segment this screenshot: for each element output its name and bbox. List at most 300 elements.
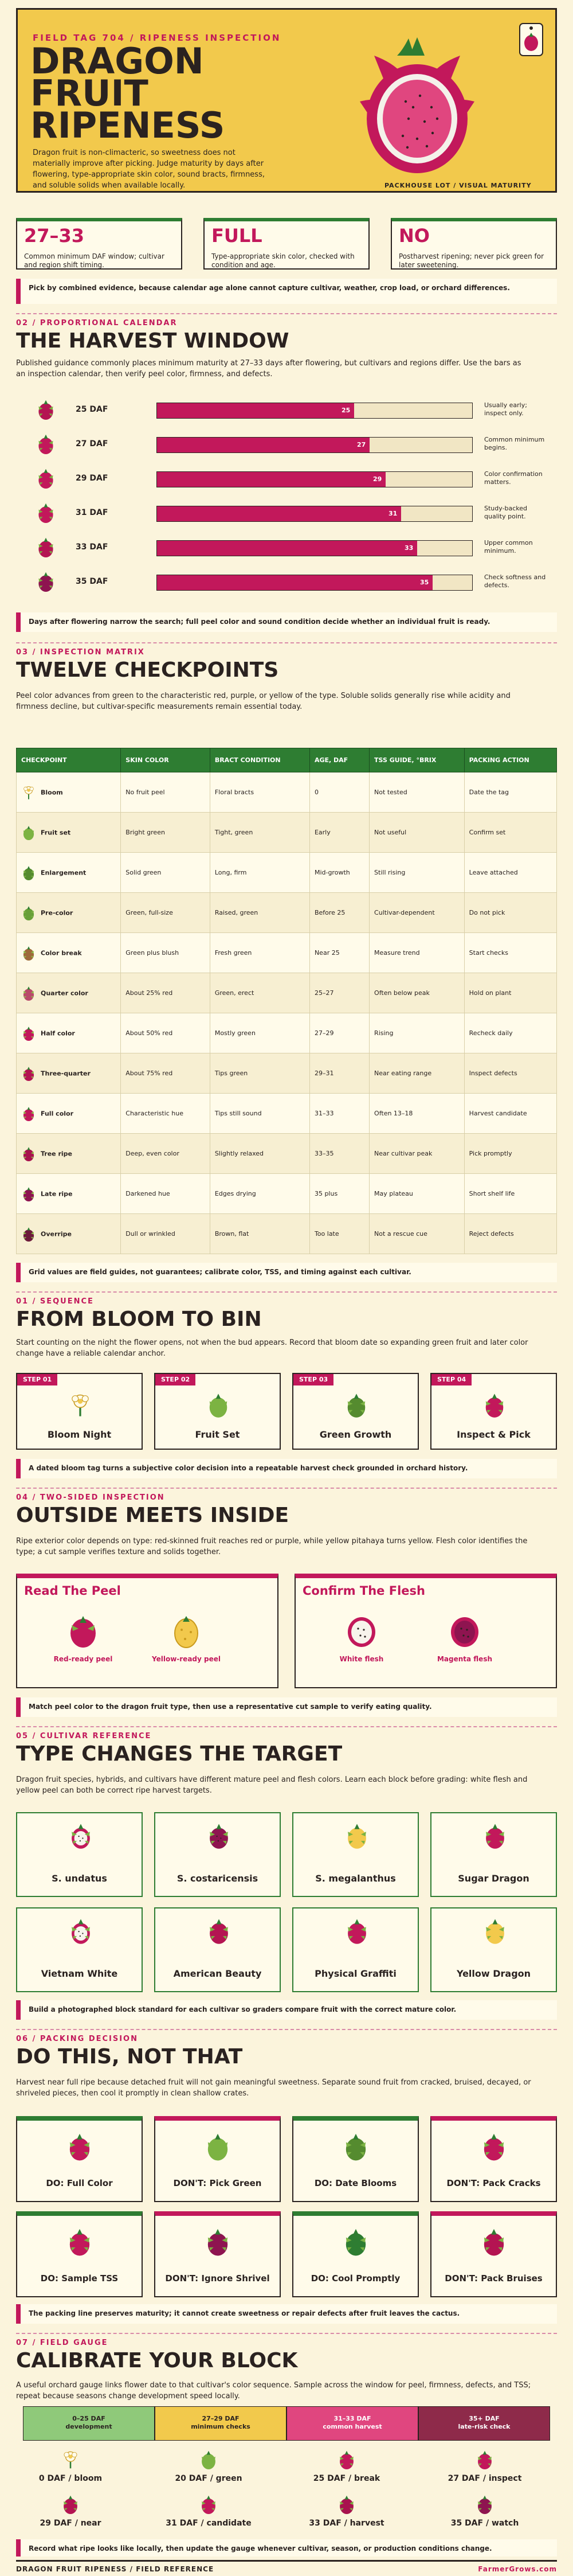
gauge-zone-label: 35+ DAF	[469, 2415, 500, 2422]
checkpoint-label: Three-quarter	[41, 1070, 91, 1077]
packing-label: DO: Full Color	[46, 2178, 113, 2188]
gauge-point-icon	[199, 2449, 218, 2470]
stat-card-ripening	[391, 218, 557, 270]
packing-label: DON'T: Pack Bruises	[445, 2273, 543, 2284]
table-cell: Raised, green	[210, 893, 309, 933]
twosided-text: Ripe exterior color depends on type: red-skinned fruit reaches red or purple, while yellow pitahaya turns yellow. Flesh color identifies the type; a cut sample verifies texture and solids together.	[16, 1537, 528, 1556]
table-header-row	[17, 748, 557, 772]
gauge-point-label: 29 DAF / near	[40, 2519, 101, 2528]
table-cell: Characteristic hue	[121, 1094, 210, 1134]
cultivar-card	[430, 1907, 557, 1992]
calendar-row-label: 25 DAF	[76, 405, 108, 414]
calendar-row-label: 29 DAF	[76, 474, 108, 483]
cultivar-name: S. undatus	[52, 1873, 107, 1884]
table-cell: Dull or wrinkled	[121, 1214, 210, 1254]
calendar-row-label: 33 DAF	[76, 542, 108, 552]
packing-label: DON'T: Ignore Shrivel	[165, 2273, 270, 2284]
checkpoint-icon	[21, 944, 36, 962]
checkpoint-icon	[21, 784, 36, 801]
dont-card	[154, 2116, 281, 2202]
calendar-bar-track	[156, 575, 473, 591]
calendar-bar-track	[156, 471, 473, 487]
checkpoint-label: Bloom	[41, 789, 63, 796]
section-divider	[16, 2029, 557, 2030]
twosided-note: Match peel color to the dragon fruit type, then use a representative cut sample to verify eating quality.	[16, 1697, 557, 1717]
table-cell: Recheck daily	[464, 1013, 556, 1053]
table-cell: Pick promptly	[464, 1134, 556, 1174]
cultivar-icon	[206, 1917, 232, 1945]
calendar-row-desc: Check softness and defects.	[484, 573, 546, 589]
do-card	[292, 2211, 419, 2297]
table-cell: Long, firm	[210, 853, 309, 893]
calendar-row-desc: Upper common minimum.	[484, 539, 533, 555]
table-cell: 35 plus	[309, 1174, 369, 1214]
packing-label: DON'T: Pick Green	[173, 2178, 262, 2188]
cultivar-kicker: 05 / CULTIVAR REFERENCE	[16, 1732, 152, 1740]
peel-panel	[16, 1574, 278, 1688]
table-cell	[17, 772, 121, 813]
checkpoint-icon	[21, 985, 36, 1002]
table-cell: Start checks	[464, 933, 556, 973]
table-row	[17, 933, 557, 973]
hero-lot-mark: PACKHOUSE LOT / VISUAL MATURITY	[384, 182, 532, 189]
table-cell: About 75% red	[121, 1053, 210, 1094]
checkpoint-label: Color break	[41, 949, 82, 957]
step-icon	[482, 1391, 507, 1419]
packing-label: DO: Cool Promptly	[311, 2273, 401, 2284]
table-row	[17, 973, 557, 1013]
gauge-point-label: 25 DAF / break	[313, 2474, 380, 2483]
calendar-row-desc: Common minimum begins.	[484, 436, 545, 451]
calendar-bar-track	[156, 506, 473, 522]
table-cell: 25–27	[309, 973, 369, 1013]
cultivar-note: Build a photographed block standard for each cultivar so graders compare fruit with the correct mature color.	[16, 2000, 557, 2020]
sequence-kicker: 01 / SEQUENCE	[16, 1297, 94, 1306]
red-dragon-fruit-icon	[66, 1613, 100, 1649]
gauge-point-icon	[475, 2449, 494, 2470]
sequence-step-card	[292, 1373, 419, 1450]
table-row	[17, 1094, 557, 1134]
dont-card	[430, 2116, 557, 2202]
gauge-zone-label: 31–33 DAF	[333, 2415, 371, 2422]
hero-panel	[16, 8, 557, 193]
step-number: STEP 03	[293, 1374, 333, 1385]
table-cell	[17, 853, 121, 893]
step-label: Fruit Set	[195, 1429, 240, 1440]
gauge-point	[154, 2493, 263, 2528]
gauge-zone-label: 0–25 DAF	[72, 2415, 105, 2422]
dragon-fruit-icon	[36, 432, 56, 455]
table-row	[17, 772, 557, 813]
table-cell: Often 13–18	[370, 1094, 465, 1134]
table-cell	[17, 933, 121, 973]
checkpoint-icon	[21, 864, 36, 881]
gauge-zone	[23, 2406, 155, 2441]
flesh-panel-title: Confirm The Flesh	[303, 1584, 425, 1598]
calendar-bar-track	[156, 403, 473, 419]
table-row	[17, 1214, 557, 1254]
calendar-kicker: 02 / PROPORTIONAL CALENDAR	[16, 319, 178, 327]
gauge-zone-label: 27–29 DAF	[202, 2415, 240, 2422]
gauge-point-icon	[337, 2493, 356, 2515]
packing-icon	[203, 2131, 232, 2162]
cultivar-icon	[68, 1917, 94, 1945]
cultivar-name: Yellow Dragon	[456, 1968, 531, 1979]
table-cell: 27–29	[309, 1013, 369, 1053]
do-card	[16, 2116, 143, 2202]
calendar-row-desc: Study-backed quality point.	[484, 505, 528, 520]
gauge-zone	[418, 2406, 550, 2441]
section-divider	[16, 1488, 557, 1489]
packing-note: The packing line preserves maturity; it cannot create sweetness or repair defects after fruit leaves the cactus.	[16, 2304, 557, 2324]
table-cell: Solid green	[121, 853, 210, 893]
stat-desc: Postharvest ripening; never pick green for later sweetening.	[399, 252, 544, 269]
table-cell: Before 25	[309, 893, 369, 933]
table-cell: Green, full-size	[121, 893, 210, 933]
table-header-cell: AGE, DAF	[309, 748, 369, 772]
table-cell: Hold on plant	[464, 973, 556, 1013]
calendar-bar-fill	[157, 472, 386, 487]
dragon-fruit-icon	[36, 536, 56, 559]
table-cell: Reject defects	[464, 1214, 556, 1254]
peel-item-label: Red-ready peel	[53, 1655, 113, 1663]
checkpoint-icon	[21, 1025, 36, 1042]
calendar-row-label: 31 DAF	[76, 508, 108, 517]
sequence-step-card	[154, 1373, 281, 1450]
table-cell: Leave attached	[464, 853, 556, 893]
calendar-row	[23, 533, 550, 562]
step-number: STEP 01	[17, 1374, 57, 1385]
cultivar-icon	[68, 1821, 94, 1850]
matrix-text: Peel color advances from green to the characteristic red, purple, or yellow of the type. Soluble solids generally rise while acidity and firmness decline, but cultivar-specific measurements remain essential today.	[16, 692, 511, 711]
calendar-row	[23, 430, 550, 459]
table-cell: Often below peak	[370, 973, 465, 1013]
cultivar-name: S. costaricensis	[176, 1873, 258, 1884]
table-cell: Still rising	[370, 853, 465, 893]
checkpoint-label: Half color	[41, 1029, 75, 1037]
step-label: Green Growth	[319, 1429, 392, 1440]
calendar-bar-track	[156, 540, 473, 556]
gauge-title: CALIBRATE YOUR BLOCK	[16, 2349, 298, 2372]
cultivar-icon	[482, 1821, 508, 1850]
stat-desc: Type-appropriate skin color, checked with condition and age.	[211, 252, 355, 269]
calendar-row	[23, 396, 550, 424]
checkpoint-label: Full color	[41, 1110, 73, 1117]
step-number: STEP 04	[431, 1374, 472, 1385]
calendar-bar-fill	[157, 575, 433, 590]
table-cell: About 50% red	[121, 1013, 210, 1053]
footer	[16, 2560, 557, 2573]
table-row	[17, 1174, 557, 1214]
twosided-title: OUTSIDE MEETS INSIDE	[16, 1504, 289, 1527]
table-cell: Tips green	[210, 1053, 309, 1094]
twosided-kicker: 04 / TWO-SIDED INSPECTION	[16, 1493, 165, 1502]
table-cell: Not useful	[370, 813, 465, 853]
do-card	[16, 2211, 143, 2297]
table-cell	[17, 1053, 121, 1094]
gauge-zone-sub: development	[65, 2423, 112, 2430]
gauge-point	[430, 2493, 539, 2528]
dragon-fruit-icon	[36, 467, 56, 490]
packing-icon	[203, 2226, 232, 2257]
checkpoint-icon	[21, 904, 36, 922]
table-cell: Tight, green	[210, 813, 309, 853]
page-title: DRAGON FRUIT RIPENESS	[30, 40, 225, 146]
packing-kicker: 06 / PACKING DECISION	[16, 2035, 138, 2043]
step-label: Inspect & Pick	[457, 1429, 531, 1440]
dragon-fruit-icon	[36, 398, 56, 421]
step-icon	[68, 1391, 93, 1419]
table-cell: Near eating range	[370, 1053, 465, 1094]
gauge-point	[292, 2493, 401, 2528]
packing-icon	[342, 2226, 370, 2257]
sequence-note: A dated bloom tag turns a subjective color decision into a repeatable harvest check grounded in orchard history.	[16, 1459, 557, 1478]
checkpoint-label: Overripe	[41, 1230, 72, 1238]
magenta-flesh-icon	[448, 1613, 482, 1649]
table-row	[17, 1013, 557, 1053]
table-cell	[17, 1013, 121, 1053]
table-header-cell: BRACT CONDITION	[210, 748, 309, 772]
cultivar-icon	[344, 1917, 370, 1945]
table-cell: About 25% red	[121, 973, 210, 1013]
gauge-kicker: 07 / FIELD GAUGE	[16, 2339, 108, 2347]
step-number: STEP 02	[155, 1374, 195, 1385]
stat-value: NO	[399, 225, 430, 247]
packing-label: DO: Date Blooms	[314, 2178, 397, 2188]
table-cell: Darkened hue	[121, 1174, 210, 1214]
do-card	[292, 2116, 419, 2202]
table-cell: Date the tag	[464, 772, 556, 813]
table-cell: Slightly relaxed	[210, 1134, 309, 1174]
calendar-row	[23, 499, 550, 528]
inspection-table	[16, 748, 557, 1254]
footer-title: DRAGON FRUIT RIPENESS / FIELD REFERENCE	[16, 2565, 214, 2573]
cultivar-name: Physical Graffiti	[315, 1968, 397, 1979]
gauge-point-label: 20 DAF / green	[175, 2474, 242, 2483]
cultivar-name: Vietnam White	[41, 1968, 118, 1979]
packing-label: DO: Sample TSS	[40, 2273, 119, 2284]
checkpoint-icon	[21, 1145, 36, 1162]
gauge-point-label: 35 DAF / watch	[450, 2519, 519, 2528]
dont-card	[154, 2211, 281, 2297]
sequence-step-card	[430, 1373, 557, 1450]
gauge-note: Record what ripe looks like locally, then update the gauge whenever cultivar, season, or production conditions change.	[16, 2539, 557, 2557]
sequence-text: Start counting on the night the flower opens, not when the bud appears. Record that bloom date so expanding green fruit and later color change have a reliable calendar anchor.	[16, 1338, 528, 1358]
section-divider	[16, 313, 557, 314]
matrix-kicker: 03 / INSPECTION MATRIX	[16, 648, 145, 657]
table-cell: 33–35	[309, 1134, 369, 1174]
section-divider	[16, 642, 557, 643]
gauge-point	[430, 2449, 539, 2483]
table-cell: Cultivar-dependent	[370, 893, 465, 933]
table-cell	[17, 1134, 121, 1174]
dragon-fruit-hero-icon	[351, 33, 483, 176]
checkpoint-icon	[21, 1225, 36, 1243]
gauge-point-icon	[61, 2449, 80, 2470]
packing-text: Harvest near full ripe because detached fruit will not gain meaningful sweetness. Separate sound fruit from cracked, bruised, decayed, or shriveled pieces, then cool it promptly in clean shallow crates.	[16, 2078, 531, 2098]
table-cell	[17, 973, 121, 1013]
matrix-title: TWELVE CHECKPOINTS	[16, 658, 279, 682]
hero-eyebrow: FIELD TAG 704 / RIPENESS INSPECTION	[33, 33, 281, 43]
white-flesh-icon	[344, 1613, 379, 1649]
table-cell: Not a rescue cue	[370, 1214, 465, 1254]
gauge-point-label: 31 DAF / candidate	[166, 2519, 252, 2528]
yellow-dragon-fruit-icon	[169, 1613, 203, 1649]
stat-card-color	[203, 218, 370, 270]
checkpoint-icon	[21, 1185, 36, 1203]
gauge-zone-sub: common harvest	[323, 2423, 382, 2430]
calendar-bar-track	[156, 437, 473, 453]
gauge-zone	[155, 2406, 286, 2441]
table-cell: Do not pick	[464, 893, 556, 933]
footer-site-link[interactable]: FarmerGrows.com	[478, 2565, 557, 2573]
calendar-bar-value: 27	[357, 441, 366, 448]
table-cell: Floral bracts	[210, 772, 309, 813]
table-cell: Green plus blush	[121, 933, 210, 973]
flesh-item-white	[319, 1613, 405, 1663]
table-cell: Harvest candidate	[464, 1094, 556, 1134]
sequence-title: FROM BLOOM TO BIN	[16, 1307, 262, 1331]
stat-value: 27–33	[24, 225, 85, 247]
peel-panel-title: Read The Peel	[24, 1584, 121, 1598]
section-divider	[16, 1291, 557, 1293]
table-header-cell: SKIN COLOR	[121, 748, 210, 772]
table-row	[17, 1134, 557, 1174]
matrix-note: Grid values are field guides, not guarantees; calibrate color, TSS, and timing against each cultivar.	[16, 1263, 557, 1282]
sequence-step-card	[16, 1373, 143, 1450]
table-cell: Early	[309, 813, 369, 853]
calendar-bar-value: 25	[342, 407, 351, 414]
packing-icon	[480, 2226, 508, 2257]
calendar-bar-value: 35	[420, 579, 429, 586]
step-label: Bloom Night	[47, 1429, 112, 1440]
table-cell: Not tested	[370, 772, 465, 813]
table-cell: Mid-growth	[309, 853, 369, 893]
peel-item-red	[40, 1613, 126, 1663]
calendar-bar-fill	[157, 438, 370, 452]
gauge-point-label: 33 DAF / harvest	[309, 2519, 384, 2528]
peel-item-yellow	[143, 1613, 229, 1663]
table-cell	[17, 813, 121, 853]
stat-value: FULL	[211, 225, 262, 247]
packing-label: DON'T: Pack Cracks	[446, 2178, 541, 2188]
calendar-bar-fill	[157, 403, 354, 418]
flesh-item-label: White flesh	[339, 1655, 384, 1663]
table-cell: Near cultivar peak	[370, 1134, 465, 1174]
calendar-note: Days after flowering narrow the search; full peel color and sound condition decide whether an individual fruit is ready.	[16, 612, 557, 632]
table-cell: Bright green	[121, 813, 210, 853]
gauge-point	[154, 2449, 263, 2483]
cultivar-title: TYPE CHANGES THE TARGET	[16, 1742, 343, 1766]
gauge-point-icon	[475, 2493, 494, 2515]
section-divider	[16, 2333, 557, 2334]
table-cell: Tips still sound	[210, 1094, 309, 1134]
stat-desc: Common minimum DAF window; cultivar and region shift timing.	[24, 252, 164, 269]
cultivar-text: Dragon fruit species, hybrids, and cultivars have different mature peel and flesh colors. Learn each block before grading: white flesh and yellow peel can both be correct ripe harvest targets.	[16, 1775, 528, 1795]
table-cell: Deep, even color	[121, 1134, 210, 1174]
dragon-fruit-icon	[36, 501, 56, 524]
calendar-row	[23, 465, 550, 493]
table-cell	[17, 1214, 121, 1254]
table-cell: Fresh green	[210, 933, 309, 973]
step-icon	[344, 1391, 369, 1419]
flesh-item-label: Magenta flesh	[437, 1655, 493, 1663]
gauge-point-label: 27 DAF / inspect	[448, 2474, 522, 2483]
checkpoint-icon	[21, 1105, 36, 1122]
table-cell: 31–33	[309, 1094, 369, 1134]
checkpoint-label: Late ripe	[41, 1190, 73, 1197]
cultivar-card	[154, 1907, 281, 1992]
table-header-cell: PACKING ACTION	[464, 748, 556, 772]
gauge-zone	[286, 2406, 418, 2441]
cultivar-card	[154, 1812, 281, 1897]
cultivar-icon	[482, 1917, 508, 1945]
cultivar-card	[292, 1907, 419, 1992]
tag-badge-icon	[517, 21, 545, 58]
gauge-text: A useful orchard gauge links flower date to that cultivar's color sequence. Sample across the window for peel, firmness, defects, and TSS; repeat because seasons change development speed locally.	[16, 2381, 531, 2401]
calendar-row-label: 27 DAF	[76, 439, 108, 448]
gauge-point	[16, 2449, 125, 2483]
table-header-cell: CHECKPOINT	[17, 748, 121, 772]
packing-icon	[65, 2131, 94, 2162]
packing-icon	[342, 2131, 370, 2162]
gauge-point-icon	[199, 2493, 218, 2515]
calendar-row-desc: Usually early; inspect only.	[484, 401, 527, 417]
table-cell: May plateau	[370, 1174, 465, 1214]
cultivar-card	[16, 1812, 143, 1897]
table-cell: No fruit peel	[121, 772, 210, 813]
checkpoint-icon	[21, 824, 36, 841]
packing-title: DO THIS, NOT THAT	[16, 2045, 243, 2068]
table-row	[17, 853, 557, 893]
section-divider	[16, 1726, 557, 1727]
checkpoint-label: Quarter color	[41, 989, 88, 997]
hero-lead: Dragon fruit is non-climacteric, so sweetness does not materially improve after picking. Judge maturity by days after flowering, type-appropriate skin color, sound bracts, firmness, and soluble solids when available locally.	[33, 149, 265, 190]
calendar-bar-value: 29	[373, 475, 382, 483]
table-cell: Short shelf life	[464, 1174, 556, 1214]
checkpoint-icon	[21, 1065, 36, 1082]
table-cell: Near 25	[309, 933, 369, 973]
table-cell: Confirm set	[464, 813, 556, 853]
table-cell	[17, 893, 121, 933]
table-row	[17, 893, 557, 933]
cultivar-icon	[206, 1821, 232, 1850]
calendar-bar-value: 31	[388, 510, 398, 517]
dont-card	[430, 2211, 557, 2297]
cultivar-name: Sugar Dragon	[458, 1873, 529, 1884]
table-cell: 29–31	[309, 1053, 369, 1094]
calendar-bar-fill	[157, 506, 401, 521]
table-cell: 0	[309, 772, 369, 813]
table-body	[17, 772, 557, 1254]
calendar-title: THE HARVEST WINDOW	[16, 329, 289, 353]
cultivar-card	[430, 1812, 557, 1897]
table-cell: Green, erect	[210, 973, 309, 1013]
dragon-fruit-icon	[36, 570, 56, 593]
callout-combined-evidence: Pick by combined evidence, because calendar age alone cannot capture cultivar, weather, crop load, or orchard differences.	[16, 279, 557, 304]
step-icon	[206, 1391, 231, 1419]
table-cell: Inspect defects	[464, 1053, 556, 1094]
gauge-point-label: 0 DAF / bloom	[38, 2474, 103, 2483]
calendar-bar-fill	[157, 541, 417, 556]
calendar-bar-value: 33	[405, 544, 414, 552]
table-cell: Measure trend	[370, 933, 465, 973]
table-cell: Too late	[309, 1214, 369, 1254]
cultivar-name: S. megalanthus	[315, 1873, 396, 1884]
stat-card-window	[16, 218, 182, 270]
table-row	[17, 1053, 557, 1094]
table-cell: Mostly green	[210, 1013, 309, 1053]
